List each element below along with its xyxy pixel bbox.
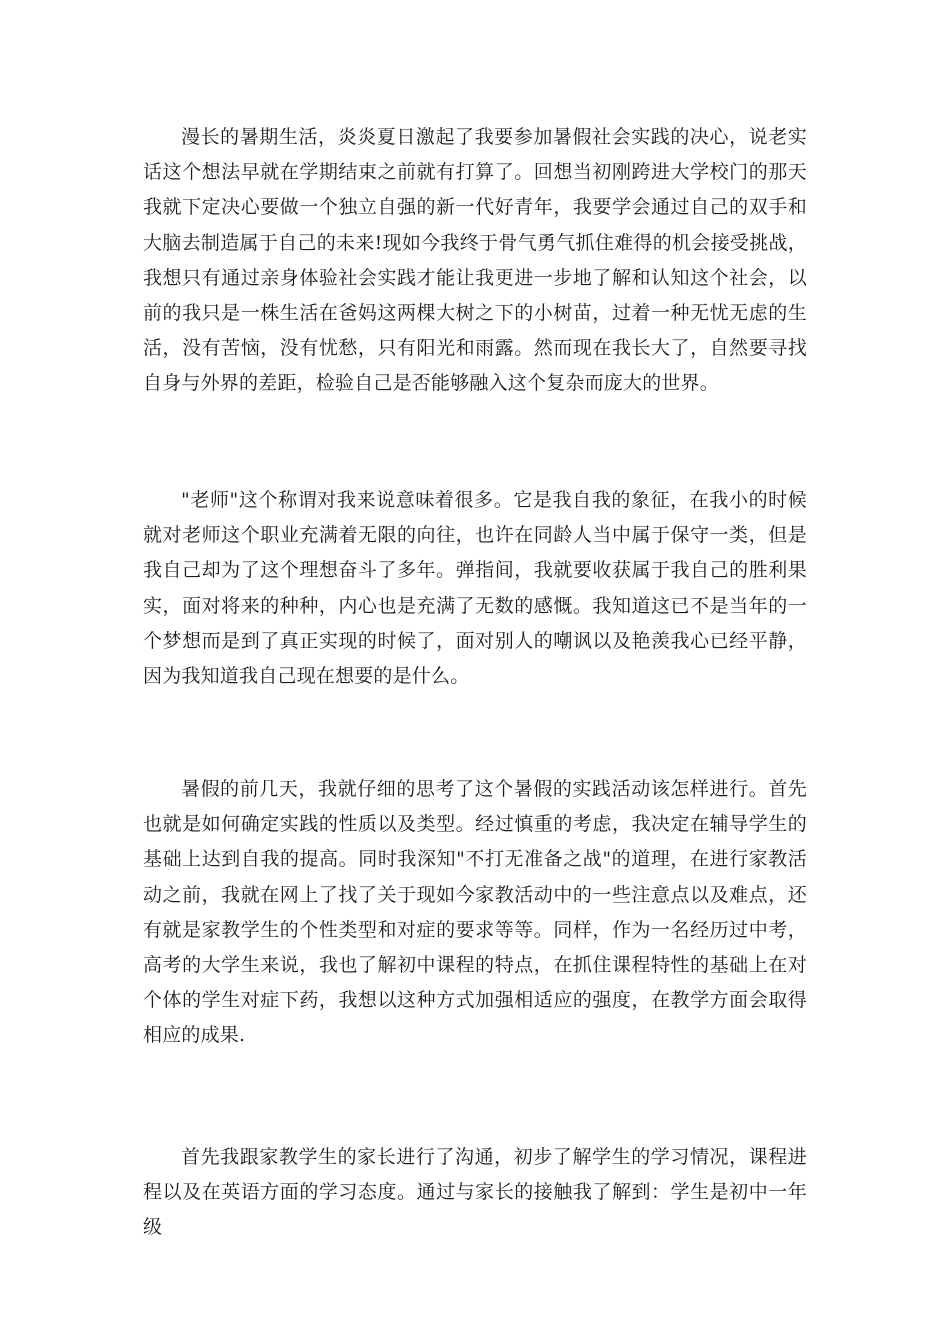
paragraph-4: 首先我跟家教学生的家长进行了沟通，初步了解学生的学习情况，课程进程以及在英语方面的学习态度。通过与家长的接触我了解到：学生是初中一年级 <box>143 1146 807 1239</box>
paragraph-3: 暑假的前几天，我就仔细的思考了这个暑假的实践活动该怎样进行。首先也就是如何确定实践的性质以及类型。经过慎重的考虑，我决定在辅导学生的基础上达到自我的提高。同时我深知"不打无准备之战"的道理，在进行家教活动之前，我就在网上了找了关于现如今家教活动中的一些注意点以及难点，还有就是家教学生的个性类型和对症的要求等等。同样，作为一名经历过中考，高考的大学生来说，我也了解初中课程的特点，在抓住课程特性的基础上在对个体的学生对症下药，我想以这种方式加强相适应的强度，在教学方面会取得相应的成果. <box>143 778 807 1047</box>
paragraph-1: 漫长的暑期生活，炎炎夏日激起了我要参加暑假社会实践的决心，说老实话这个想法早就在学期结束之前就有打算了。回想当初刚跨进大学校门的那天我就下定决心要做一个独立自强的新一代好青年，我要学会通过自己的双手和大脑去制造属于自己的未来!现如今我终于骨气勇气抓住难得的机会接受挑战，我想只有通过亲身体验社会实践才能让我更进一步地了解和认知这个社会，以前的我只是一株生活在爸妈这两棵大树之下的小树苗，过着一种无忧无虑的生活，没有苦恼，没有忧愁，只有阳光和雨露。然而现在我长大了，自然要寻找自身与外界的差距，检验自己是否能够融入这个复杂而庞大的世界。 <box>143 126 807 395</box>
paragraph-2: "老师"这个称谓对我来说意味着很多。它是我自我的象征，在我小的时候就对老师这个职业充满着无限的向往，也许在同龄人当中属于保守一类，但是我自己却为了这个理想奋斗了多年。弹指间，我就要收获属于我自己的胜利果实，面对将来的种种，内心也是充满了无数的感慨。我知道这已不是当年的一个梦想而是到了真正实现的时候了，面对别人的嘲讽以及艳羡我心已经平静，因为我知道我自己现在想要的是什么。 <box>143 489 807 688</box>
